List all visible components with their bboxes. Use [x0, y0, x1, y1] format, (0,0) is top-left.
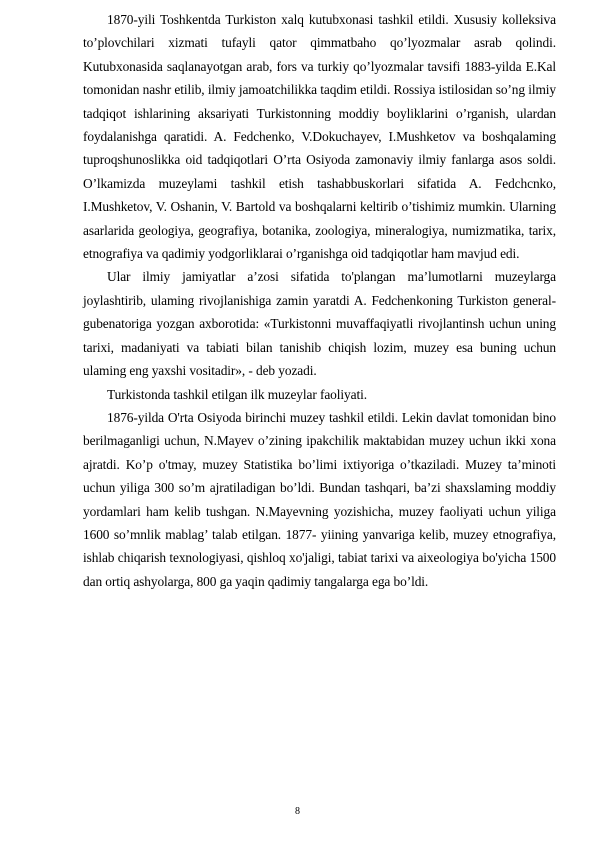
page-number: 8 — [295, 806, 300, 817]
section-heading-first-museums: Turkistonda tashkil etilgan ilk muzeylar faoliyati. — [107, 386, 367, 402]
paragraph-first-museum-1876: 1876-yilda O'rta Osiyoda birinchi muzey tashkil etildi. Lekin davlat tomonidan bino berilmaganligi uchun, N.Mayev o’zining ipakchilik maktabidan muzey uchun ikki xona ajratdi. Ko’p o'tmay, muzey Statistika bo’limi ixtiyoriga o’tkaziladi. Muzey ta’minoti uchun yiliga 300 so’m ajratiladigan bo’ldi. Bundan tashqari, ba’zi shaxslaming moddiy yordamlari ham kelib tushgan. N.Mayevning yozishicha, muzey faoliyati uchun yiliga 1600 so’mnlik mablag’ talab etilgan. 1877- yiining yanvariga kelib, muzey etnografiya, ishlab chiqarish texnologiyasi, qishloq xo'jaligi, tabiat tarixi va aixeologiya bo'yicha 1500 dan ortiq ashyolarga, 800 ga yaqin qadimiy tangalarga ega bo’ldi. — [83, 409, 556, 589]
paragraph-scientific-societies: Ular ilmiy jamiyatlar a’zosi sifatida to'plangan ma’lumotlarni muzeylarga joylashtirib, ulaming rivojlanishiga zamin yaratdi A. Fedchenkoning Turkiston general-gubenatoriga yozgan axborotida: «Turkistonni muvaffaqiyatli rivojlantinsh uchun uning tarixi, madaniyati va tabiati bilan tanishib chiqish lozim, muzey esa buning uchun ulaming eng yaxshi vositadir», - deb yozadi. — [83, 269, 556, 379]
body-text — [83, 8, 556, 593]
paragraph-library-history: 1870-yili Toshkentda Turkiston xalq kutubxonasi tashkil etildi. Xususiy kolleksiva to’plovchilari xizmati tufayli qator qimmatbaho qo’lyozmalar asrab qolindi. Kutubxonasida saqlanayotgan arab, fors va turkiy qo’lyozmalar tavsifi 1883-yilda E.Kal tomonidan nashr etilib, ilmiy jamoatchilikka taqdim etildi. Rossiya istilosidan so’ng ilmiy tadqiqot ishlarining aksariyati Turkistonning moddiy boyliklarini o’rganish, ulardan foydalanishga qaratidi. A. Fedchenko, V.Dokuchayev, I.Mushketov va boshqalaming tuproqshunoslikka oid tadqiqotlari O’rta Osiyoda zamonaviy ilmiy fanlarga asos soldi. O’lkamizda muzeylami tashkil etish tashabbuskorlari sifatida A. Fedchcnko, I.Mushketov, V. Oshanin, V. Bartold va boshqalarni keltirib o’tishimiz mumkin. Ularning asarlarida geologiya, geografiya, botanika, zoologiya, mineralogiya, numizmatika, tarix, etnografiya va qadimiy yodgorliklarai o’rganishga oid tadqiqotlar ham mavjud edi. — [83, 12, 556, 262]
